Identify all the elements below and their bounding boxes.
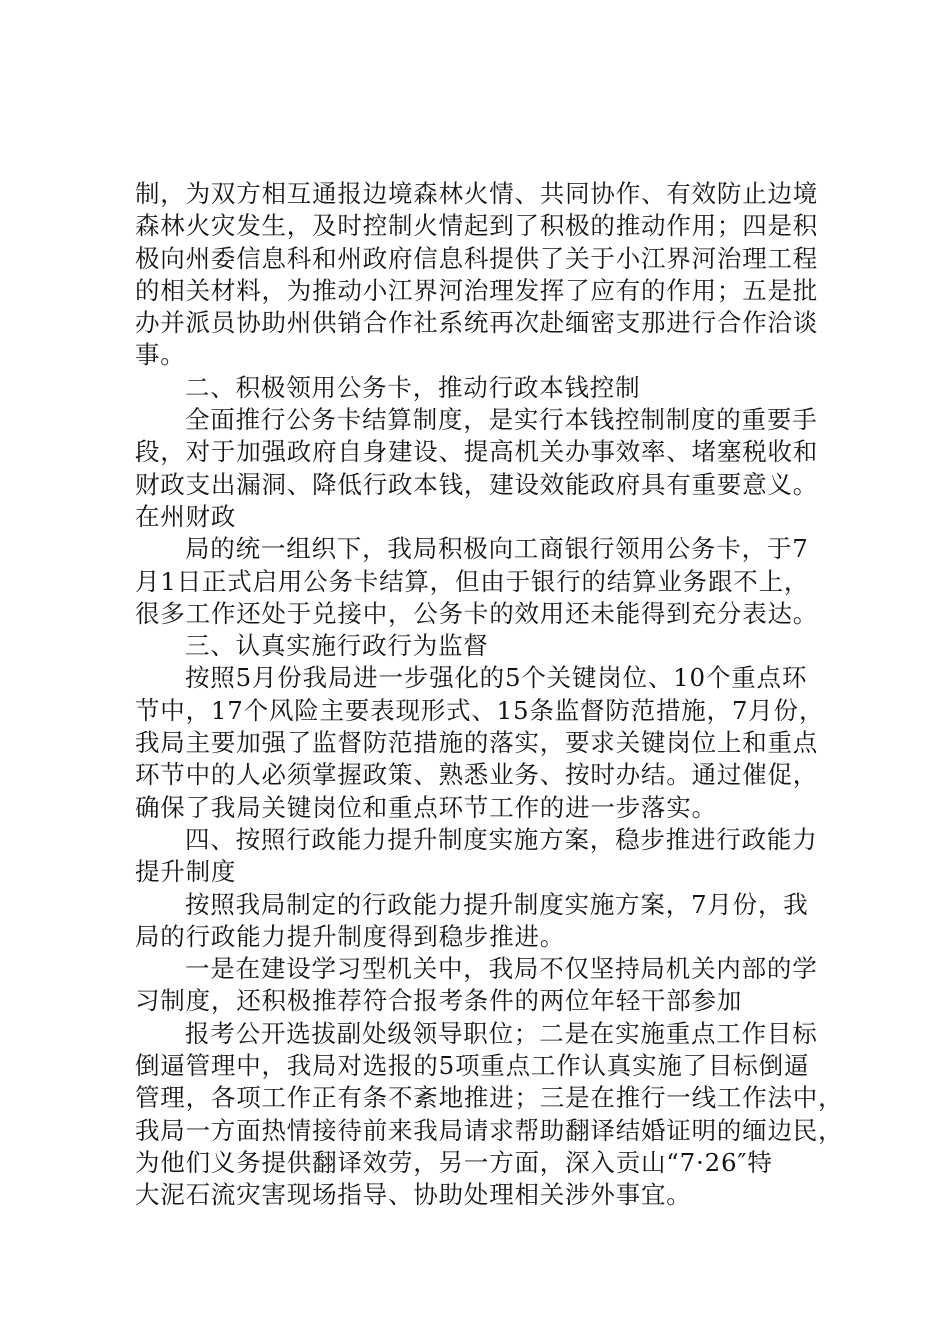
document-body [135,178,844,1212]
text-line: 倒逼管理中，我局对选报的5项重点工作认真实施了目标倒逼 [135,1051,810,1081]
text-line: 事。 [135,340,186,370]
text-line: 报考公开选拔副处级领导职位；二是在实施重点工作目标 [185,1018,818,1048]
text-line: 局的统一组织下，我局积极向工商银行领用公务卡，于7 [185,534,809,564]
text-line: 节中，17个风险主要表现形式、15条监督防范措施，7月份， [135,695,825,725]
text-line: 制，为双方相互通报边境森林火情、共同协作、有效防止边境 [135,179,819,208]
text-line: 财政支出漏洞、降低行政本钱，建设效能政府具有重要意义。 [135,469,819,499]
text-line: 局的行政能力提升制度得到稳步推进。 [135,921,566,951]
text-line: 的相关材料，为推动小江界河治理发挥了应有的作用；五是批 [135,275,819,305]
text-line: 大泥石流灾害现场指导、协助处理相关涉外事宜。 [135,1180,692,1210]
text-line: 我局主要加强了监督防范措施的落实，要求关键岗位上和重点 [135,728,819,758]
section-heading: 二、积极领用公务卡，推动行政本钱控制 [185,372,641,402]
section-heading: 提升制度 [135,857,237,887]
section-heading: 三、认真实施行政行为监督 [185,631,489,661]
text-line: 确保了我局关键岗位和重点环节工作的进一步落实。 [135,792,717,822]
text-line: 极向州委信息科和州政府信息科提供了关于小江界河治理工程 [135,243,819,273]
text-line: 办并派员协助州供销合作社系统再次赴缅密支那进行合作洽谈 [135,308,819,338]
text-line: 按照5月份我局进一步强化的5个关键岗位、10个重点环 [185,663,808,693]
text-line: 段，对于加强政府自身建设、提高机关办事效率、堵塞税收和 [135,437,819,467]
text-line: 环节中的人必须掌握政策、熟悉业务、按时办结。通过催促， [135,760,819,790]
text-line: 很多工作还处于兑接中，公务卡的效用还未能得到充分表达。 [135,598,819,628]
text-line: 为他们义务提供翻译效劳，另一方面，深入贡山“7·26″特 [135,1147,773,1177]
text-line: 月1日正式启用公务卡结算，但由于银行的结算业务跟不上， [135,566,810,596]
section-heading: 四、按照行政能力提升制度实施方案，稳步推进行政能力 [185,824,818,854]
text-line: 我局一方面热情接待前来我局请求帮助翻译结婚证明的缅边民， [135,1115,844,1145]
text-line: 森林火灾发生，及时控制火情起到了积极的推动作用；四是积 [135,211,819,241]
text-line: 按照我局制定的行政能力提升制度实施方案，7月份，我 [185,889,809,919]
text-line: 在州财政 [135,501,237,531]
text-line: 全面推行公务卡结算制度，是实行本钱控制制度的重要手 [185,405,818,435]
text-line: 习制度，还积极推荐符合报考条件的两位年轻干部参加 [135,986,743,1016]
text-line: 管理，各项工作正有条不紊地推进；三是在推行一线工作法中， [135,1083,844,1113]
text-line: 一是在建设学习型机关中，我局不仅坚持局机关内部的学 [185,954,818,984]
